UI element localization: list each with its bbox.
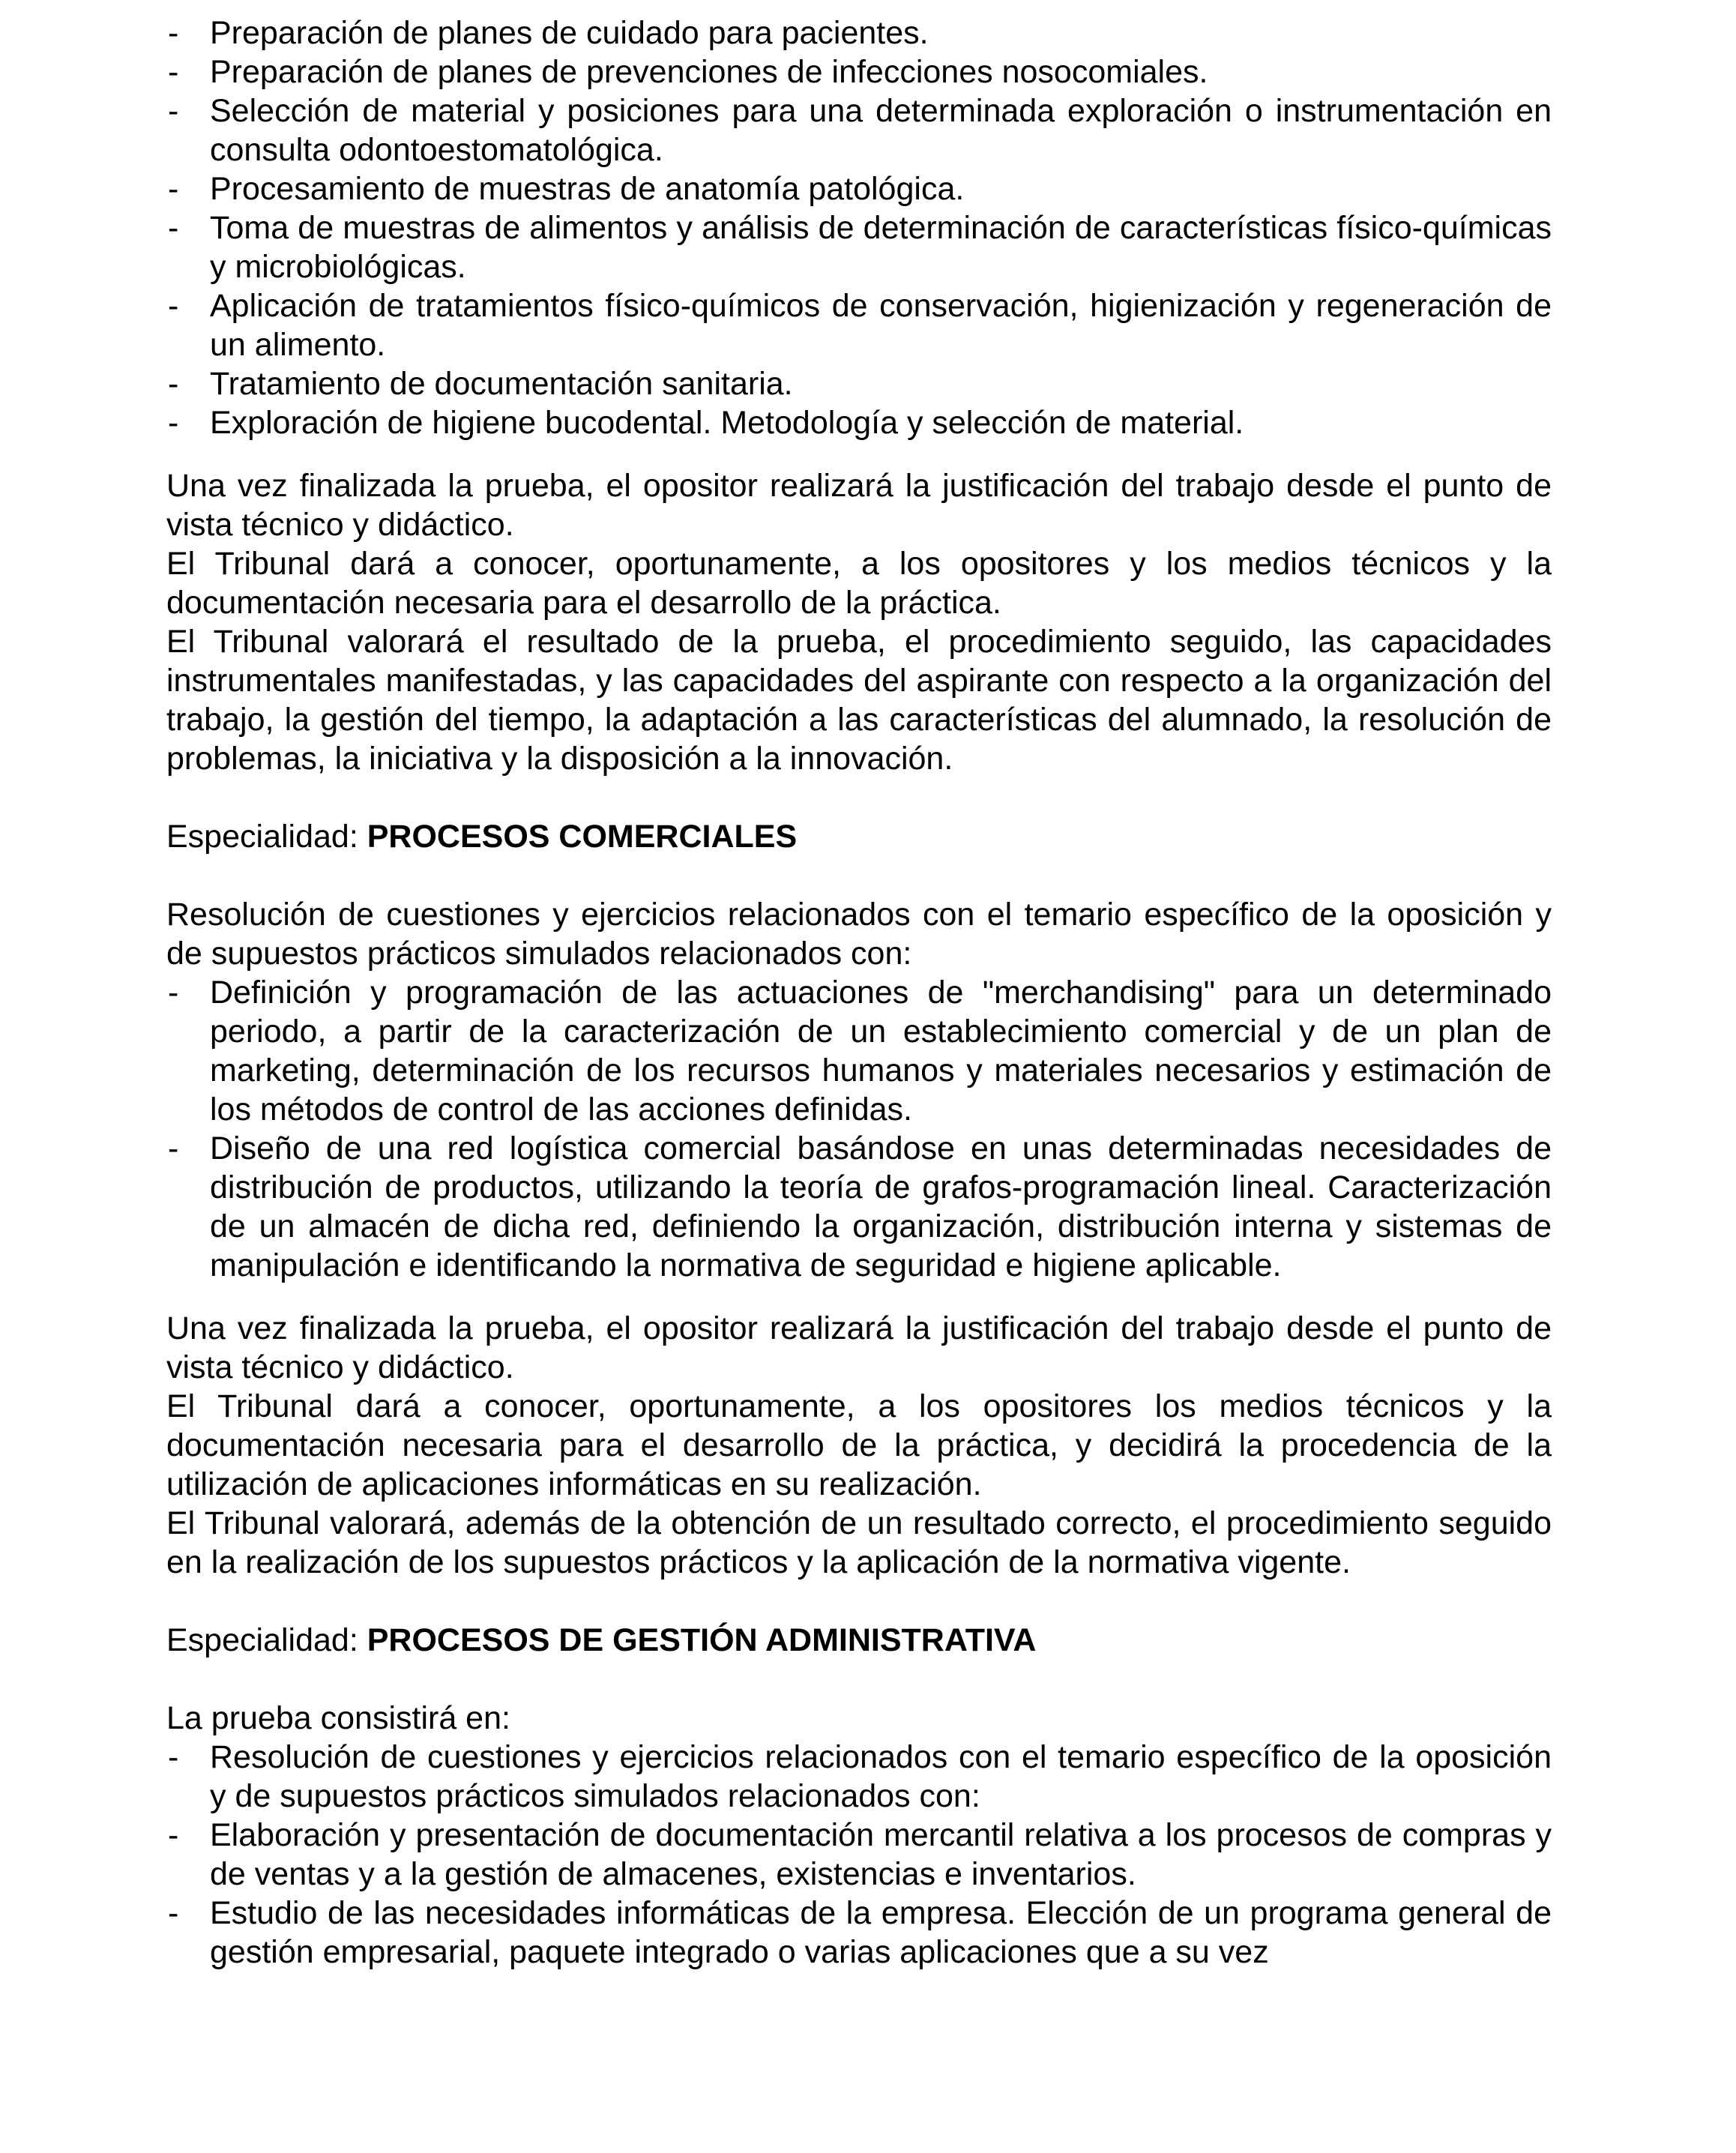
list-item: - Preparación de planes de prevenciones de infecciones nosocomiales.	[166, 52, 1552, 91]
heading-name: PROCESOS COMERCIALES	[367, 819, 798, 855]
section-intro: Resolución de cuestiones y ejercicios relacionados con el temario específico de la oposición y de supuestos prácticos simulados relacionados con:	[166, 897, 1552, 972]
document-page	[166, 13, 1552, 1972]
bullet-list-comerciales	[166, 973, 1552, 1285]
list-item: - Exploración de higiene bucodental. Metodología y selección de material.	[166, 403, 1552, 442]
list-item: - Selección de material y posiciones para una determinada exploración o instrumentación en consulta odontoestomatológica.	[166, 91, 1552, 169]
paragraph: El Tribunal valorará, además de la obtención de un resultado correcto, el procedimiento seguido en la realización de los supuestos prácticos y la aplicación de la normativa vigente.	[166, 1505, 1552, 1580]
list-item: - Definición y programación de las actuaciones de "merchandising" para un determinado periodo, a partir de la caracterización de un establecimiento comercial y de un plan de marketing, determinación de los recursos humanos y materiales necesarios y estimación de los métodos de control de las acciones definidas.	[166, 973, 1552, 1129]
list-item: - Procesamiento de muestras de anatomía patológica.	[166, 169, 1552, 208]
bullet-list-gestion	[166, 1738, 1552, 1972]
list-item: - Resolución de cuestiones y ejercicios relacionados con el temario específico de la oposición y de supuestos prácticos simulados relacionados con:	[166, 1738, 1552, 1816]
heading-label: Especialidad:	[166, 819, 367, 855]
section-heading-comerciales	[166, 817, 1552, 856]
bullet-list-sanitary	[166, 13, 1552, 442]
section-heading-gestion	[166, 1621, 1552, 1660]
evaluation-paragraphs	[166, 466, 1552, 778]
list-item: - Estudio de las necesidades informáticas de la empresa. Elección de un programa general de gestión empresarial, paquete integrado o varias aplicaciones que a su vez	[166, 1894, 1552, 1972]
list-item: - Toma de muestras de alimentos y análisis de determinación de características físico-químicas y microbiológicas.	[166, 208, 1552, 286]
list-item: - Diseño de una red logística comercial basándose en unas determinadas necesidades de distribución de productos, utilizando la teoría de grafos-programación lineal. Caracterización de un almacén de dicha red, definiendo la organización, distribución interna y sistemas de manipulación e identificando la normativa de seguridad e higiene aplicable.	[166, 1129, 1552, 1285]
paragraph: El Tribunal dará a conocer, oportunamente, a los opositores y los medios técnicos y la documentación necesaria para el desarrollo de la práctica.	[166, 546, 1552, 621]
heading-label: Especialidad:	[166, 1622, 367, 1658]
list-item: - Aplicación de tratamientos físico-químicos de conservación, higienización y regeneración de un alimento.	[166, 286, 1552, 364]
paragraph: El Tribunal valorará el resultado de la prueba, el procedimiento seguido, las capacidades instrumentales manifestadas, y las capacidades del aspirante con respecto a la organización del trabajo, la gestión del tiempo, la adaptación a las características del alumnado, la resolución de problemas, la iniciativa y la disposición a la innovación.	[166, 624, 1552, 777]
heading-name: PROCESOS DE GESTIÓN ADMINISTRATIVA	[367, 1622, 1037, 1658]
list-item: - Tratamiento de documentación sanitaria.	[166, 364, 1552, 403]
list-item: - Elaboración y presentación de documentación mercantil relativa a los procesos de compras y de ventas y a la gestión de almacenes, existencias e inventarios.	[166, 1816, 1552, 1894]
section-intro: La prueba consistirá en:	[166, 1700, 510, 1736]
paragraph: Una vez finalizada la prueba, el opositor realizará la justificación del trabajo desde el punto de vista técnico y didáctico.	[166, 468, 1552, 543]
comerciales-paragraphs	[166, 1309, 1552, 1582]
paragraph: El Tribunal dará a conocer, oportunamente, a los opositores los medios técnicos y la documentación necesaria para el desarrollo de la práctica, y decidirá la procedencia de la utilización de aplicaciones informáticas en su realización.	[166, 1388, 1552, 1502]
list-item: - Preparación de planes de cuidado para pacientes.	[166, 13, 1552, 52]
paragraph: Una vez finalizada la prueba, el opositor realizará la justificación del trabajo desde el punto de vista técnico y didáctico.	[166, 1310, 1552, 1385]
